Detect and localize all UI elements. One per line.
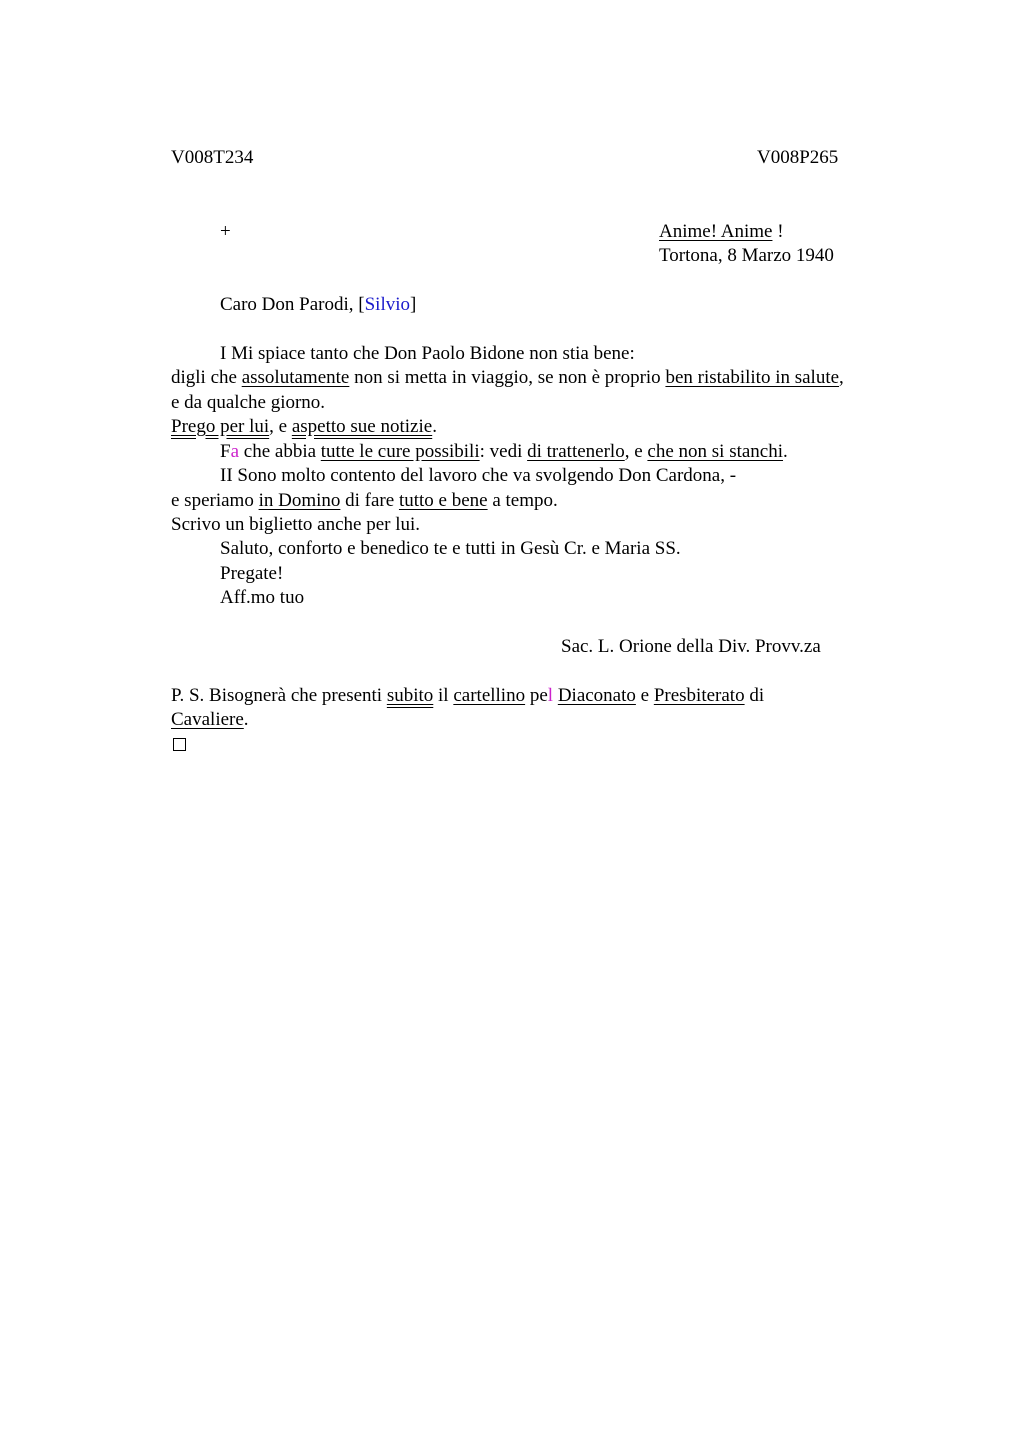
highlighted-run: l [547, 685, 554, 706]
motto-tail: ! [772, 221, 784, 242]
paragraph-1-line-3: e da qualche giorno. [171, 392, 326, 413]
text-run: che abbia [239, 441, 321, 462]
text-run: , e [624, 441, 648, 462]
underlined-run: tutto e bene [398, 490, 488, 511]
underlined-run: tutte le cure possibili [320, 441, 480, 462]
text-run: F [220, 441, 231, 462]
paragraph-2-line-1: II Sono molto contento del lavoro che va svolgendo Don Cardona, - [220, 465, 737, 486]
text-run: pe [525, 685, 548, 706]
underlined-run: in Domino [258, 490, 341, 511]
header-left-code: V008T234 [171, 147, 254, 168]
paragraph-1-line-2 [171, 366, 844, 390]
paragraph-1-line-5 [220, 440, 788, 464]
text-run: : vedi [479, 441, 528, 462]
closing-line-1: Saluto, conforto e benedico te e tutti in Gesù Cr. e Maria SS. [220, 538, 681, 559]
text-run: , [839, 367, 844, 388]
place-date: Tortona, 8 Marzo 1940 [659, 245, 834, 266]
salutation [220, 293, 416, 317]
header-right-code: V008P265 [757, 147, 839, 168]
text-run: e speriamo [171, 490, 259, 511]
text-run: . [432, 416, 437, 437]
text-run: a tempo. [487, 490, 558, 511]
highlighted-run: a [230, 441, 240, 462]
signature: Sac. L. Orione della Div. Provv.za [561, 636, 821, 657]
text-run: il [433, 685, 454, 706]
salutation-name: Silvio [364, 294, 410, 315]
end-box-mark [173, 738, 186, 751]
salutation-post: ] [410, 294, 417, 315]
underlined-run: cartellino [453, 685, 526, 706]
paragraph-1-line-1: I Mi spiace tanto che Don Paolo Bidone non stia bene: [220, 343, 635, 364]
text-run: . [783, 441, 788, 462]
text-run: di fare [340, 490, 399, 511]
closing-line-2: Pregate! [220, 563, 284, 584]
underlined-run: di trattenerlo [527, 441, 625, 462]
double-underlined-run: Prego per lui [171, 416, 270, 437]
underlined-run: Presbiterato [653, 685, 745, 706]
text-run: non si metta in viaggio, se non è proprio [349, 367, 666, 388]
underlined-run: che non si stanchi [647, 441, 784, 462]
underlined-run: Diaconato [557, 685, 636, 706]
double-underlined-run: aspetto sue notizie [291, 416, 433, 437]
paragraph-1-line-4 [171, 415, 437, 439]
salutation-pre: Caro Don Parodi, [ [220, 294, 365, 315]
underlined-run: ben ristabilito in salute [665, 367, 840, 388]
underlined-run: assolutamente [241, 367, 350, 388]
motto-text: Anime! Anime [659, 221, 773, 242]
text-run: , e [269, 416, 292, 437]
text-run: di [744, 685, 765, 706]
underlined-run: Cavaliere [171, 709, 244, 730]
postscript-line-2 [171, 708, 249, 732]
paragraph-2-line-3: Scrivo un biglietto anche per lui. [171, 514, 421, 535]
cross-mark: + [220, 221, 231, 242]
text-run: digli che [171, 367, 242, 388]
text-run: P. S. Bisognerà che presenti [171, 685, 387, 706]
closing-line-3: Aff.mo tuo [220, 587, 305, 608]
text-run: e [635, 685, 654, 706]
paragraph-2-line-2 [171, 489, 558, 513]
motto [659, 220, 784, 244]
postscript-line-1 [171, 684, 764, 708]
text-run: . [243, 709, 249, 730]
double-underlined-run: subito [386, 685, 434, 706]
